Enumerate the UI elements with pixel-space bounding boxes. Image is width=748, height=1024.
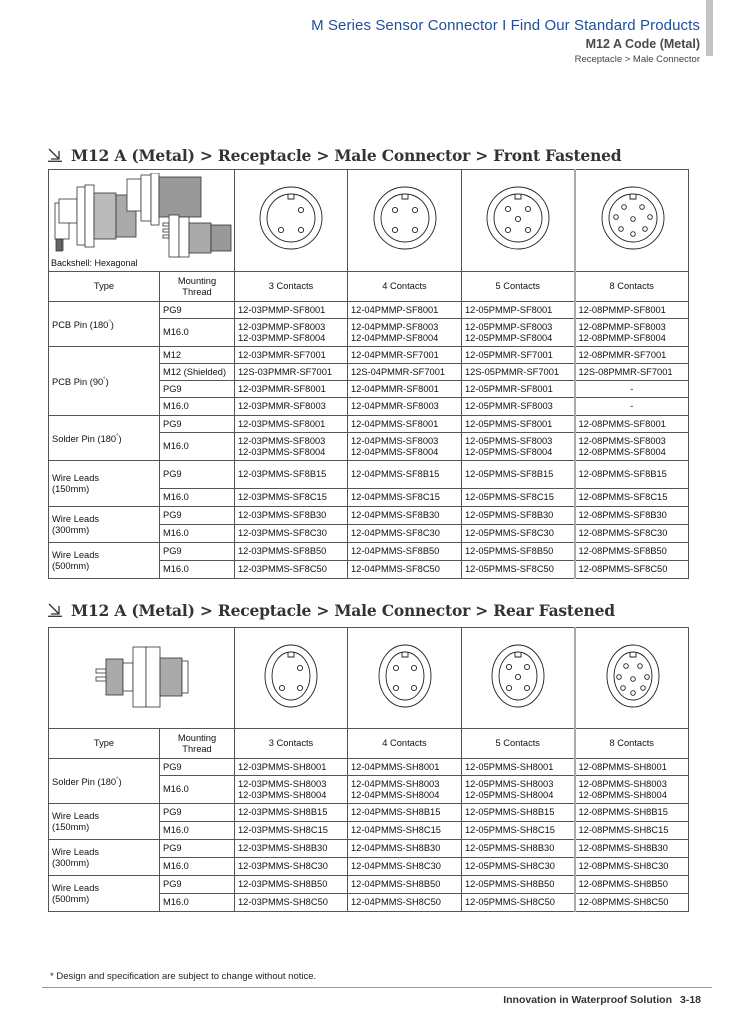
pinout-4-cell <box>348 170 462 272</box>
breadcrumb: Receptacle > Male Connector <box>574 54 700 65</box>
image-row <box>49 628 689 729</box>
part-number: 12-05PMMS-SF8B50 <box>462 543 575 561</box>
thread-cell: M16.0 <box>160 433 235 461</box>
part-number: 12-03PMMS-SH8B15 <box>235 804 348 822</box>
thread-cell: M16.0 <box>160 894 235 912</box>
part-number: 12-08PMMS-SH8B30 <box>575 840 689 858</box>
part-number: 12-08PMMS-SH8C30 <box>575 858 689 876</box>
section-title-rear-fastened <box>48 601 615 620</box>
header-accent-bar <box>706 0 713 56</box>
part-number: - <box>575 381 689 398</box>
page-footer <box>503 994 701 1006</box>
part-number: 12-03PMMP-SF8001 <box>235 302 348 319</box>
4-pin-face-icon <box>348 170 462 268</box>
col-header-mounting: Mounting Thread <box>160 729 235 759</box>
part-number: 12-04PMMS-SH8B50 <box>348 876 462 894</box>
thread-cell: M16.0 <box>160 858 235 876</box>
thread-cell: PG9 <box>160 543 235 561</box>
front-fastened-table <box>48 169 689 579</box>
part-number: 12-08PMMR-SF7001 <box>575 347 689 364</box>
part-number: 12S-03PMMR-SF7001 <box>235 364 348 381</box>
part-number: 12-05PMMP-SF8003 12-05PMMP-SF8004 <box>462 319 575 347</box>
col-header-4-contacts: 4 Contacts <box>348 729 462 759</box>
part-number: 12-08PMMS-SF8001 <box>575 416 689 433</box>
thread-cell: M12 <box>160 347 235 364</box>
part-number: 12-08PMMS-SF8B30 <box>575 507 689 525</box>
part-number: 12-03PMMS-SH8003 12-03PMMS-SH8004 <box>235 776 348 804</box>
arrow-down-right-icon <box>48 148 62 162</box>
part-number: 12-05PMMS-SF8C30 <box>462 525 575 543</box>
part-number: 12-05PMMP-SF8001 <box>462 302 575 319</box>
part-number: 12S-08PMMR-SF7001 <box>575 364 689 381</box>
footer-divider <box>42 987 712 988</box>
part-number: 12-04PMMS-SH8C15 <box>348 822 462 840</box>
col-header-5-contacts: 5 Contacts <box>462 729 575 759</box>
type-cell-wire-150: Wire Leads (150mm) <box>49 804 160 840</box>
part-number: 12-03PMMS-SF8C30 <box>235 525 348 543</box>
part-number: 12-03PMMS-SH8C30 <box>235 858 348 876</box>
4-pin-face-icon <box>348 628 462 725</box>
part-number: 12-08PMMS-SF8C30 <box>575 525 689 543</box>
part-number: 12-04PMMP-SF8001 <box>348 302 462 319</box>
connector-product-image <box>49 628 235 725</box>
part-number: 12-03PMMS-SF8B15 <box>235 461 348 489</box>
col-header-4-contacts: 4 Contacts <box>348 272 462 302</box>
part-number: 12-03PMMS-SF8001 <box>235 416 348 433</box>
part-number: 12-04PMMS-SF8B30 <box>348 507 462 525</box>
footer-tagline: Innovation in Waterproof Solution <box>503 994 672 1006</box>
thread-cell: M16.0 <box>160 561 235 579</box>
part-number: 12-05PMMS-SH8B30 <box>462 840 575 858</box>
part-number: 12-08PMMP-SF8001 <box>575 302 689 319</box>
table-row <box>49 759 689 776</box>
part-number: 12-04PMMS-SF8B15 <box>348 461 462 489</box>
part-number: 12-04PMMS-SF8C50 <box>348 561 462 579</box>
part-number: 12-05PMMR-SF7001 <box>462 347 575 364</box>
3-pin-face-icon <box>235 628 348 725</box>
thread-cell: M16.0 <box>160 776 235 804</box>
part-number: 12-03PMMS-SF8B50 <box>235 543 348 561</box>
part-number: 12-03PMMS-SH8B30 <box>235 840 348 858</box>
pinout-8-cell <box>575 170 689 272</box>
section-title-front-fastened <box>48 146 621 165</box>
8-pin-face-icon <box>576 170 688 268</box>
col-header-3-contacts: 3 Contacts <box>235 272 348 302</box>
pinout-3-cell <box>235 628 348 729</box>
5-pin-face-icon <box>462 170 575 268</box>
column-header-row <box>49 729 689 759</box>
table-row <box>49 461 689 489</box>
part-number: 12-03PMMR-SF8003 <box>235 398 348 416</box>
thread-cell: M16.0 <box>160 319 235 347</box>
table-row <box>49 543 689 561</box>
type-cell-solder-180: Solder Pin (180°) <box>49 759 160 804</box>
type-cell-wire-500: Wire Leads (500mm) <box>49 876 160 912</box>
thread-cell: M12 (Shielded) <box>160 364 235 381</box>
part-number: 12-08PMMS-SH8B15 <box>575 804 689 822</box>
part-number: 12-05PMMS-SF8B15 <box>462 461 575 489</box>
part-number: 12-08PMMS-SF8B50 <box>575 543 689 561</box>
part-number: 12-04PMMR-SF8001 <box>348 381 462 398</box>
part-number: 12-05PMMS-SF8C15 <box>462 489 575 507</box>
type-cell-wire-150: Wire Leads (150mm) <box>49 461 160 507</box>
part-number: 12-03PMMS-SF8003 12-03PMMS-SF8004 <box>235 433 348 461</box>
connector-product-image <box>51 173 235 259</box>
part-number: 12-05PMMS-SH8C15 <box>462 822 575 840</box>
part-number: 12S-05PMMR-SF7001 <box>462 364 575 381</box>
part-number: 12-05PMMS-SH8003 12-05PMMS-SH8004 <box>462 776 575 804</box>
pinout-5-cell <box>462 170 575 272</box>
product-image-cell <box>49 628 235 729</box>
image-row <box>49 170 689 272</box>
type-cell-wire-500: Wire Leads (500mm) <box>49 543 160 579</box>
part-number: 12-05PMMS-SF8001 <box>462 416 575 433</box>
col-header-type: Type <box>49 729 160 759</box>
pinout-4-cell <box>348 628 462 729</box>
table-row <box>49 507 689 525</box>
part-number: 12-04PMMS-SF8B50 <box>348 543 462 561</box>
part-number: 12-03PMMR-SF8001 <box>235 381 348 398</box>
table-row <box>49 302 689 319</box>
part-number: 12-08PMMS-SF8B15 <box>575 461 689 489</box>
part-number: 12-03PMMS-SH8C15 <box>235 822 348 840</box>
part-number: 12-04PMMS-SH8003 12-04PMMS-SH8004 <box>348 776 462 804</box>
product-image-cell <box>49 170 235 272</box>
thread-cell: PG9 <box>160 302 235 319</box>
part-number: 12-05PMMS-SH8C50 <box>462 894 575 912</box>
table-row <box>49 347 689 364</box>
page-subtitle: M12 A Code (Metal) <box>585 37 700 51</box>
thread-cell: PG9 <box>160 840 235 858</box>
part-number: 12-03PMMS-SH8C50 <box>235 894 348 912</box>
part-number: 12-05PMMS-SH8001 <box>462 759 575 776</box>
part-number: 12-08PMMS-SH8B50 <box>575 876 689 894</box>
part-number: 12-04PMMS-SF8C30 <box>348 525 462 543</box>
thread-cell: PG9 <box>160 381 235 398</box>
thread-cell: M16.0 <box>160 822 235 840</box>
part-number: 12-03PMMP-SF8003 12-03PMMP-SF8004 <box>235 319 348 347</box>
5-pin-face-icon <box>462 628 575 725</box>
page-header <box>311 16 700 67</box>
part-number: 12-04PMMS-SH8B30 <box>348 840 462 858</box>
part-number: 12-03PMMS-SH8B50 <box>235 876 348 894</box>
part-number: 12-08PMMS-SH8C15 <box>575 822 689 840</box>
part-number: 12-04PMMS-SH8C50 <box>348 894 462 912</box>
type-cell-wire-300: Wire Leads (300mm) <box>49 840 160 876</box>
table-row <box>49 416 689 433</box>
part-number: 12-03PMMR-SF7001 <box>235 347 348 364</box>
part-number: 12-05PMMS-SH8C30 <box>462 858 575 876</box>
disclaimer-note: * Design and specification are subject to change without notice. <box>50 971 317 982</box>
table-row <box>49 840 689 858</box>
type-cell-solder-180: Solder Pin (180°) <box>49 416 160 461</box>
part-number: 12-08PMMS-SH8001 <box>575 759 689 776</box>
part-number: 12-05PMMR-SF8003 <box>462 398 575 416</box>
part-number: 12-04PMMR-SF8003 <box>348 398 462 416</box>
thread-cell: PG9 <box>160 507 235 525</box>
thread-cell: PG9 <box>160 759 235 776</box>
part-number: 12-04PMMP-SF8003 12-04PMMP-SF8004 <box>348 319 462 347</box>
image-caption: Backshell: Hexagonal <box>51 257 138 268</box>
part-number: 12-04PMMS-SH8C30 <box>348 858 462 876</box>
arrow-down-right-icon <box>48 603 62 617</box>
col-header-8-contacts: 8 Contacts <box>575 272 689 302</box>
part-number: 12S-04PMMR-SF7001 <box>348 364 462 381</box>
part-number: 12-03PMMS-SF8C50 <box>235 561 348 579</box>
part-number: 12-05PMMS-SF8003 12-05PMMS-SF8004 <box>462 433 575 461</box>
part-number: 12-05PMMS-SH8B15 <box>462 804 575 822</box>
col-header-8-contacts: 8 Contacts <box>575 729 689 759</box>
thread-cell: PG9 <box>160 461 235 489</box>
part-number: 12-05PMMR-SF8001 <box>462 381 575 398</box>
page-number: 3-18 <box>679 994 701 1006</box>
part-number: 12-08PMMS-SH8003 12-08PMMS-SH8004 <box>575 776 689 804</box>
thread-cell: M16.0 <box>160 489 235 507</box>
pinout-5-cell <box>462 628 575 729</box>
pinout-3-cell <box>235 170 348 272</box>
column-header-row <box>49 272 689 302</box>
part-number: 12-03PMMS-SF8C15 <box>235 489 348 507</box>
table-row <box>49 804 689 822</box>
col-header-type: Type <box>49 272 160 302</box>
3-pin-face-icon <box>235 170 348 268</box>
thread-cell: PG9 <box>160 416 235 433</box>
table-row <box>49 876 689 894</box>
part-number: 12-08PMMS-SH8C50 <box>575 894 689 912</box>
part-number: 12-04PMMS-SF8001 <box>348 416 462 433</box>
part-number: 12-08PMMS-SF8003 12-08PMMS-SF8004 <box>575 433 689 461</box>
part-number: 12-08PMMS-SF8C15 <box>575 489 689 507</box>
part-number: 12-05PMMS-SH8B50 <box>462 876 575 894</box>
part-number: 12-04PMMS-SF8C15 <box>348 489 462 507</box>
page-title: M Series Sensor Connector I Find Our Standard Products <box>311 17 700 34</box>
col-header-5-contacts: 5 Contacts <box>462 272 575 302</box>
section-title-text: M12 A (Metal) > Receptacle > Male Connector > Front Fastened <box>71 146 622 165</box>
type-cell-pcb-90: PCB Pin (90°) <box>49 347 160 416</box>
rear-fastened-table <box>48 627 689 912</box>
part-number: - <box>575 398 689 416</box>
col-header-mounting: Mounting Thread <box>160 272 235 302</box>
col-header-3-contacts: 3 Contacts <box>235 729 348 759</box>
part-number: 12-08PMMS-SF8C50 <box>575 561 689 579</box>
part-number: 12-04PMMS-SF8003 12-04PMMS-SF8004 <box>348 433 462 461</box>
type-cell-pcb-180: PCB Pin (180°) <box>49 302 160 347</box>
part-number: 12-03PMMS-SH8001 <box>235 759 348 776</box>
thread-cell: M16.0 <box>160 525 235 543</box>
part-number: 12-04PMMS-SH8B15 <box>348 804 462 822</box>
part-number: 12-03PMMS-SF8B30 <box>235 507 348 525</box>
thread-cell: PG9 <box>160 876 235 894</box>
pinout-8-cell <box>575 628 689 729</box>
thread-cell: M16.0 <box>160 398 235 416</box>
section-title-text: M12 A (Metal) > Receptacle > Male Connector > Rear Fastened <box>71 601 615 620</box>
part-number: 12-04PMMR-SF7001 <box>348 347 462 364</box>
type-cell-wire-300: Wire Leads (300mm) <box>49 507 160 543</box>
part-number: 12-04PMMS-SH8001 <box>348 759 462 776</box>
part-number: 12-08PMMP-SF8003 12-08PMMP-SF8004 <box>575 319 689 347</box>
thread-cell: PG9 <box>160 804 235 822</box>
part-number: 12-05PMMS-SF8B30 <box>462 507 575 525</box>
part-number: 12-05PMMS-SF8C50 <box>462 561 575 579</box>
8-pin-face-icon <box>576 628 688 725</box>
